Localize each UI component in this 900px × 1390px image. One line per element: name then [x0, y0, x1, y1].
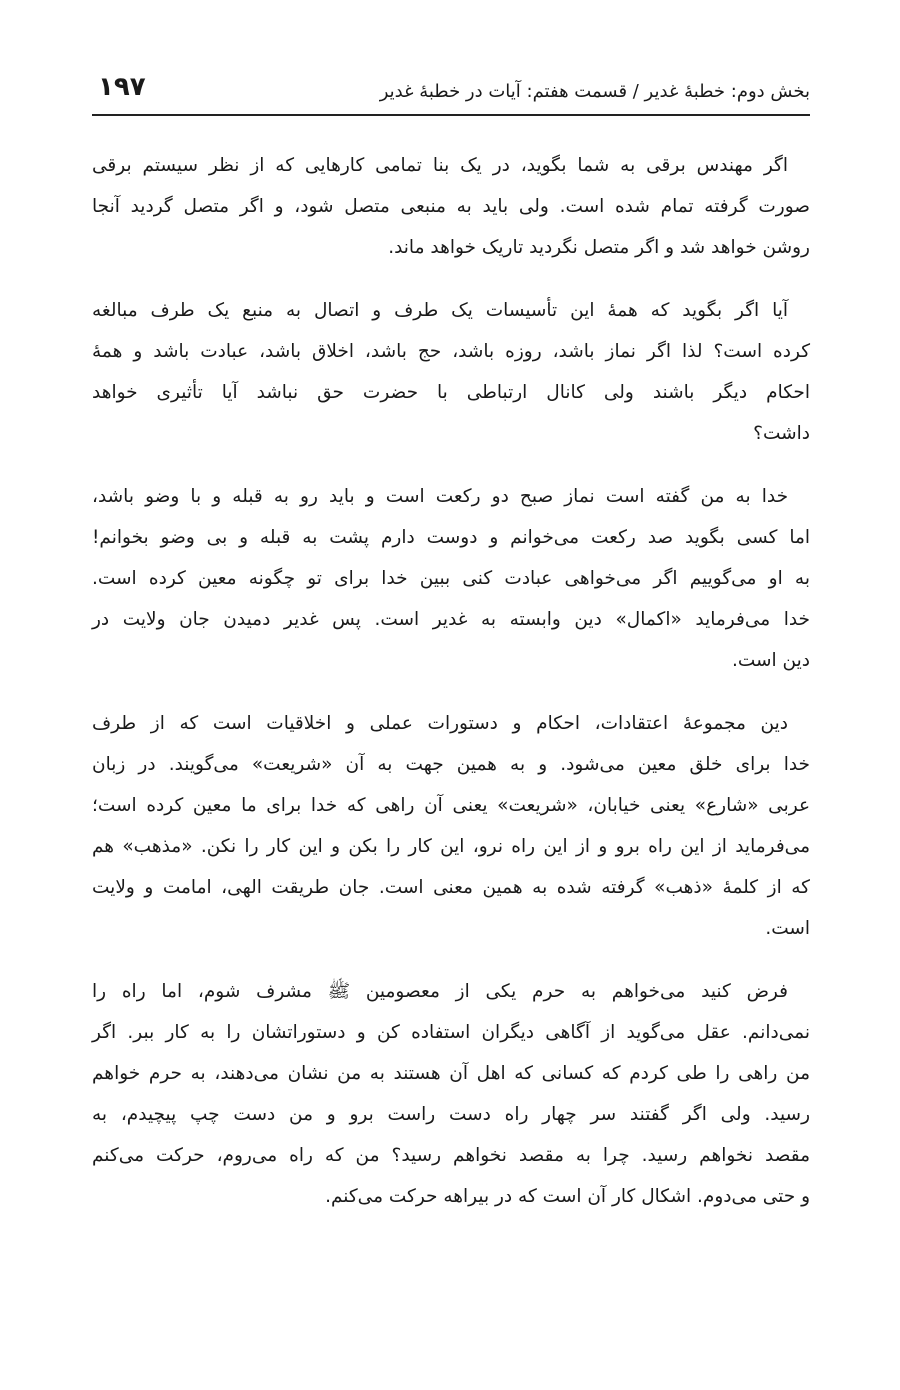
text-line: احکام دیگر باشند ولی کانال ارتباطی با حضرت حق نباشد آیا تأثیری خواهد — [92, 382, 810, 403]
text-line: عربی «شارع» یعنی خیابان، «شریعت» یعنی آن راهی که خدا برای ما معین کرده است؛ — [92, 795, 810, 816]
text-line: نمی‌دانم. عقل می‌گوید از آگاهی دیگران استفاده کن و دستوراتشان را به کار ببر. اگر — [92, 1022, 810, 1043]
book-page — [92, 0, 810, 1390]
paragraph-4 — [92, 703, 810, 949]
text-line: خدا به من گفته است نماز صبح دو رکعت است و باید رو به قبله و با وضو باشد، — [92, 486, 788, 507]
paragraph-3 — [92, 476, 810, 681]
text-line: خدا می‌فرماید «اکمال» دین وابسته به غدیر است. پس غدیر دمیدن جان ولایت در — [92, 609, 810, 630]
paragraph-5 — [92, 971, 810, 1217]
text-line: من راهی را طی کردم که کسانی که اهل آن هستند به من نشان می‌دهند، به حرم خواهم — [92, 1063, 810, 1084]
text-line: خدا برای خلق معین می‌شود. و به همین جهت به آن «شریعت» می‌گویند. در زبان — [92, 754, 810, 775]
text-line: دین مجموعهٔ اعتقادات، احکام و دستورات عملی و اخلاقیات است که از طرف — [92, 713, 788, 734]
text-line: اگر مهندس برقی به شما بگوید، در یک بنا تمامی کارهایی که از نظر سیستم برقی — [92, 155, 788, 176]
text-line: می‌فرماید از این راه برو و از این راه نرو، این کار را بکن و این کار را نکن. «مذهب» هم — [92, 836, 810, 857]
text-line: اما کسی بگوید صد رکعت می‌خوانم و دوست دارم پشت به قبله و بی وضو بخوانم! — [92, 527, 810, 548]
text-line: و حتی می‌دوم. اشکال کار آن است که در بیراهه حرکت می‌کنم. — [325, 1186, 810, 1207]
text-line: دین است. — [731, 650, 810, 671]
text-line: است. — [765, 918, 810, 939]
page-header — [92, 66, 810, 116]
paragraph-1 — [92, 145, 810, 268]
running-title: بخش دوم: خطبهٔ غدیر / قسمت هفتم: آیات در خطبهٔ غدیر — [379, 81, 810, 102]
text-line: صورت گرفته تمام شده است. ولی باید به منبعی متصل شود، و اگر متصل گردید آنجا — [92, 196, 810, 217]
text-line: روشن خواهد شد و اگر متصل نگردید تاریک خواهد ماند. — [388, 237, 810, 258]
text-line: به او می‌گوییم اگر می‌خواهی عبادت کنی ببین خدا برای تو چگونه معین کرده است. — [92, 568, 810, 589]
text-line: فرض کنید می‌خواهم به حرم یکی از معصومین ﷺ مشرف شوم، اما راه را — [92, 981, 788, 1002]
text-line: رسید. ولی اگر گفتند سر چهار راه دست راست برو و من دست چپ پیچیدم، به — [92, 1104, 810, 1125]
paragraph-2 — [92, 290, 810, 454]
text-line: کرده است؟ لذا اگر نماز باشد، روزه باشد، حج باشد، اخلاق باشد، عبادت باشد و همهٔ — [92, 341, 810, 362]
text-line: مقصد نخواهم رسید. چرا به مقصد نخواهم رسید؟ من که راه می‌روم، حرکت می‌کنم — [92, 1145, 810, 1166]
text-line: داشت؟ — [753, 423, 810, 444]
text-line: آیا اگر بگوید که همهٔ این تأسیسات یک طرف و اتصال به منبع یک طرف مبالغه — [92, 300, 788, 321]
text-line: که از کلمهٔ «ذهب» گرفته شده به همین معنی است. جان طریقت الهی، امامت و ولایت — [92, 877, 810, 898]
page-number: ۱۹۷ — [98, 72, 146, 102]
body-text — [92, 145, 810, 1239]
